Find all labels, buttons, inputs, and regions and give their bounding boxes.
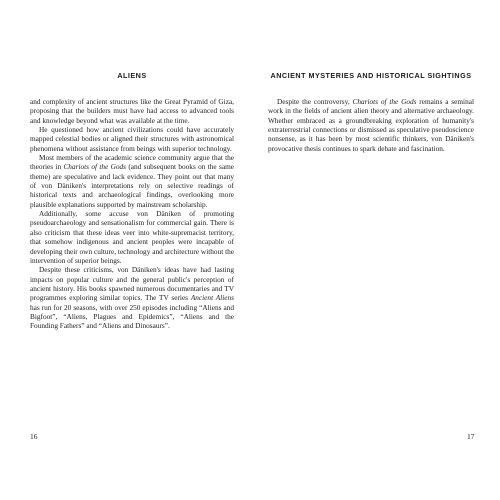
paragraph: Additionally, some accuse von Däniken of promoting pseudoarchaeology and sensationalism for commercial gain. There is also criticism that these ideas veer into white-supremacist territory, that somehow indigenous and ancient peoples were incapable of developing their own culture, technology and architecture without the intervention of superior beings.	[30, 209, 234, 265]
body-text-right	[268, 97, 474, 153]
paragraph: Most members of the academic science community argue that the theories in Chariots of the Gods (and subsequent books on the same theme) are speculative and lack evidence. They point out that many of von Däniken's interpretations rely on selective readings of historical texts and archaeological findings, overlooking more plausible explanations supported by mainstream scholarship.	[30, 153, 234, 209]
page-number-right: 17	[467, 432, 475, 441]
running-head-right: ANCIENT MYSTERIES AND HISTORICAL SIGHTINGS	[270, 71, 472, 80]
paragraph: and complexity of ancient structures like the Great Pyramid of Giza, proposing that the builders must have had access to advanced tools and knowledge beyond what was available at the time.	[30, 97, 234, 125]
body-text-left	[30, 97, 234, 331]
book-title: Chariots of the Gods	[63, 162, 126, 172]
book-title: Ancient Aliens	[190, 293, 234, 303]
paragraph: He questioned how ancient civilizations could have accurately mapped celestial bodies or aligned their structures with astronomical phenomena without assistance from beings with superior technology.	[30, 125, 234, 153]
book-title: Chariots of the Gods	[352, 97, 417, 106]
running-head-left: ALIENS	[117, 71, 147, 80]
page-number-left: 16	[30, 432, 38, 441]
right-page	[250, 0, 500, 500]
paragraph: Despite these criticisms, von Däniken's ideas have had lasting impacts on popular culture and the general public's perception of ancient history. His books spawned numerous documentaries and TV programmes exploring similar topics. The TV series Ancient Aliens has run for 20 seasons, with over 250 episodes including “Aliens and Bigfoot”, “Aliens, Plagues and Epidemics”, “Aliens and the Founding Fathers” and “Aliens and Dinosaurs”.	[30, 265, 234, 331]
paragraph: Despite the controversy, Chariots of the Gods remains a seminal work in the fields of ancient alien theory and alternative archaeology. Whether embraced as a groundbreaking exploration of humanity's extraterrestrial connections or dismissed as speculative pseudoscience nonsense, as it has been by most scientific thinkers, von Däniken's provocative thesis continues to spark debate and fascination.	[268, 97, 474, 153]
